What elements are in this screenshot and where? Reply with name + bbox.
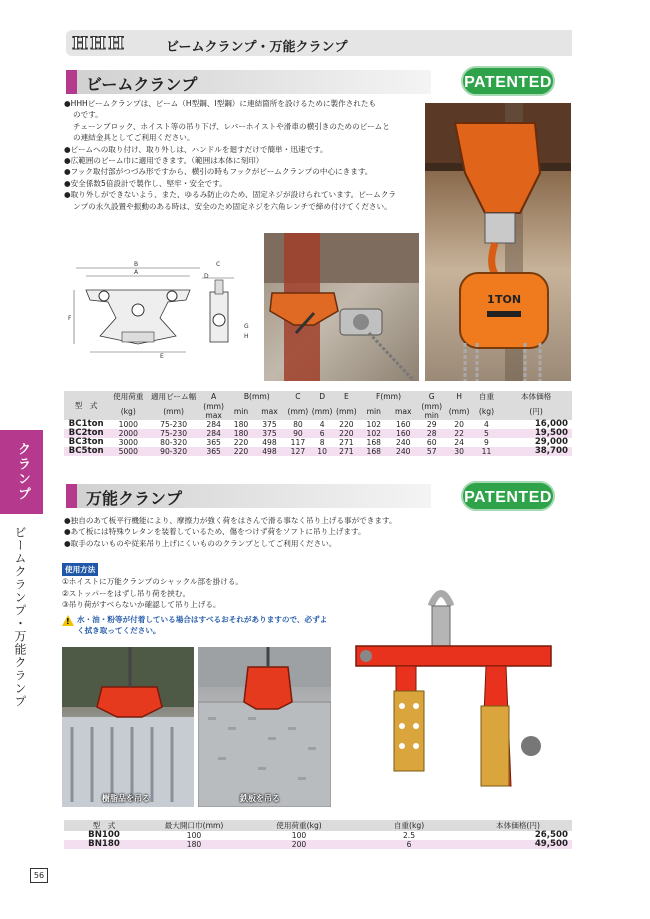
col-a-unit: (mm) max <box>199 402 229 420</box>
cell-e: 220 <box>334 429 359 438</box>
cell-width: 90-320 <box>148 447 199 456</box>
dim-label-c: C <box>216 261 221 268</box>
section-heading-beam-clamp <box>66 70 431 94</box>
cell-load: 1000 <box>118 420 138 429</box>
category-tab[interactable] <box>0 430 43 514</box>
col-f-max: max <box>389 402 419 420</box>
col-price: 本体価格(円) <box>464 820 572 831</box>
cell-weight: 6 <box>354 840 464 849</box>
patented-badge: PATENTED <box>461 66 555 96</box>
feature-line: の連結金具としてご利用ください。 <box>73 133 195 143</box>
dim-label-e: E <box>160 353 164 360</box>
feature-line: ●独自のあて板平行機能により、摩擦力が強く荷をはさんで滑る事なく吊り上げる事ができます。 <box>64 516 397 525</box>
photo-caption: 鉄板を吊る <box>240 794 280 803</box>
dim-label-h: H <box>244 333 249 340</box>
cell-price: 38,700 <box>500 447 572 456</box>
cell-width: 80-320 <box>160 438 188 447</box>
cell-h: 22 <box>445 429 472 438</box>
cell-bmin: 220 <box>228 447 253 456</box>
chain-hoist-photo <box>425 103 571 381</box>
cell-c: 90 <box>285 429 310 438</box>
cell-bmax: 375 <box>262 420 277 429</box>
col-weight-unit: (kg) <box>473 402 500 420</box>
feature-line: ●取手のないものや従来吊り上げにくいもののクランプとしてご利用ください。 <box>64 538 337 548</box>
feature-line: のです。 <box>73 110 103 120</box>
cell-bmin: 220 <box>233 438 249 447</box>
feature-line: ンプの永久設置や振動のある時は、安全のため固定ネジを六角レンチで締め付けてください。 <box>73 201 392 211</box>
cell-model: BN100 <box>88 830 120 840</box>
cell-fmin: 168 <box>359 447 389 456</box>
cell-a: 284 <box>206 420 221 429</box>
feature-line: ●取り外しができないよう、また、ゆるみ防止のため、固定ネジが設けられています。ビームクラ <box>64 190 396 200</box>
col-g: G <box>418 391 445 402</box>
cell-d: 10 <box>311 447 334 456</box>
photo-caption: 樹脂品を吊る <box>102 794 150 803</box>
cell-a: 365 <box>199 447 229 456</box>
dim-label-b: B <box>134 261 139 268</box>
col-h-unit: (mm) <box>445 402 472 420</box>
cell-load: 5000 <box>108 447 148 456</box>
table-row <box>64 420 572 429</box>
section-heading-universal-clamp <box>66 484 431 508</box>
cell-model: BC2ton <box>64 429 108 438</box>
cell-c: 117 <box>290 438 306 447</box>
feature-line: ●フック取付部がつづみ形ですから、横引の時もフックがビームクランプの中心にきます。 <box>64 167 373 177</box>
cell-g: 57 <box>418 447 445 456</box>
cell-e: 271 <box>339 438 354 447</box>
col-weight: 自重 <box>473 391 500 402</box>
col-e: E <box>334 391 359 402</box>
col-opening: 最大開口巾(mm) <box>144 820 244 831</box>
cell-fmax: 160 <box>396 420 411 429</box>
universal-clamp-spec-table <box>64 820 572 849</box>
col-a: A <box>199 391 229 402</box>
col-h: H <box>445 391 472 402</box>
cell-d: 8 <box>319 438 325 447</box>
cell-bmax: 375 <box>254 429 286 438</box>
section-accent <box>66 70 77 94</box>
cell-load: 3000 <box>118 438 138 447</box>
cell-weight: 5 <box>473 429 500 438</box>
col-width: 適用ビーム幅 <box>148 391 199 402</box>
col-d: D <box>311 391 334 402</box>
col-f: F(mm) <box>359 391 418 402</box>
cell-load: 100 <box>291 831 307 840</box>
cell-fmax: 160 <box>389 429 419 438</box>
col-f-min: min <box>359 402 389 420</box>
col-price: 本体価格 <box>500 391 572 402</box>
page-header <box>66 30 572 56</box>
cell-d: 6 <box>311 429 334 438</box>
feature-line: ●広範囲のビーム巾に適用できます。（範囲は本体に刻印） <box>64 156 264 166</box>
cell-load: 2000 <box>108 429 148 438</box>
page-number: 56 <box>30 868 48 883</box>
cell-model: BN180 <box>64 840 144 849</box>
cell-a: 284 <box>199 429 229 438</box>
col-c-unit: (mm) <box>285 402 310 420</box>
cell-price: 19,500 <box>500 429 572 438</box>
category-tab-label: クランプ <box>15 442 30 502</box>
cell-bmax: 498 <box>254 447 286 456</box>
cell-bmin: 180 <box>228 429 253 438</box>
section-accent <box>66 484 77 508</box>
beam-clamp-features <box>64 98 396 212</box>
cell-bmin: 180 <box>233 420 249 429</box>
col-price-unit: (円) <box>500 402 572 420</box>
cell-weight: 2.5 <box>402 831 416 840</box>
feature-line: ●あて板には特殊ウレタンを装着しているため、傷をつけず荷をソフトに吊り上げます。 <box>64 527 366 537</box>
dim-label-g: G <box>244 323 249 330</box>
brand-logo: HHH <box>72 34 127 54</box>
category-vertical-title: ビームクランプ・万能クランプ <box>13 526 27 708</box>
lifting-steel-plate-photo <box>198 647 331 807</box>
dim-label-a: A <box>134 269 139 276</box>
cell-h: 30 <box>445 447 472 456</box>
dim-label-d: D <box>204 273 209 280</box>
cell-e: 271 <box>334 447 359 456</box>
cell-g: 29 <box>426 420 437 429</box>
cell-g: 28 <box>418 429 445 438</box>
cell-opening: 100 <box>186 831 202 840</box>
cell-fmin: 168 <box>366 438 381 447</box>
cell-c: 127 <box>285 447 310 456</box>
cell-weight: 11 <box>473 447 500 456</box>
universal-clamp-product-photo <box>336 556 572 806</box>
cell-price: 26,500 <box>534 830 568 840</box>
feature-line: ●安全係数5倍設計で製作し、堅牢・安全です。 <box>64 178 227 188</box>
beam-clamp-installed-photo <box>264 233 419 381</box>
table-row <box>64 438 572 447</box>
cell-fmax: 240 <box>396 438 411 447</box>
cell-fmax: 240 <box>389 447 419 456</box>
section-title: ビームクランプ <box>86 75 198 94</box>
col-b: B(mm) <box>228 391 285 402</box>
warning-text: 水・油・粉等が付着している場合はすべるおそれがありますので、必ずよく拭き取ってください。 <box>77 615 328 635</box>
usage-step: ③吊り荷がすべらないか確認して吊り上げる。 <box>62 600 221 609</box>
table-row <box>64 447 572 456</box>
cell-e: 220 <box>339 420 354 429</box>
usage-label: 使用方法 <box>62 563 98 576</box>
col-load: 使用荷重 <box>108 391 148 402</box>
usage-step: ①ホイストに万能クランプのシャックル部を掛ける。 <box>62 577 244 586</box>
cell-c: 80 <box>293 420 303 429</box>
cell-price: 29,000 <box>534 437 568 447</box>
page-title: ビームクランプ・万能クランプ <box>166 40 348 55</box>
table-row <box>64 429 572 438</box>
cell-h: 24 <box>454 438 464 447</box>
col-c: C <box>285 391 310 402</box>
usage-steps <box>62 576 243 611</box>
svg-text:1: 1 <box>487 293 495 306</box>
beam-clamp-spec-table <box>64 391 572 456</box>
cell-load: 200 <box>244 840 354 849</box>
col-d-unit: (mm) <box>311 402 334 420</box>
col-model: 型 式 <box>64 820 144 831</box>
col-width-unit: (mm) <box>148 402 199 420</box>
col-load-unit: (kg) <box>108 402 148 420</box>
cell-a: 365 <box>206 438 221 447</box>
col-e-unit: (mm) <box>334 402 359 420</box>
col-weight: 自重(kg) <box>354 820 464 831</box>
cell-fmin: 102 <box>366 420 381 429</box>
table-row <box>64 831 572 840</box>
warning-note: ! 水・油・粉等が付着している場合はすべるおそれがありますので、必ずよく拭き取ってください。 <box>62 615 332 636</box>
cell-bmax: 498 <box>262 438 277 447</box>
col-load: 使用荷重(kg) <box>244 820 354 831</box>
col-b-max: max <box>254 402 286 420</box>
cell-width: 75-230 <box>160 420 188 429</box>
cell-width: 75-230 <box>148 429 199 438</box>
col-g-unit: (mm) min <box>418 402 445 420</box>
feature-line: ●ビームへの取り付け、取り外しは、ハンドルを廻すだけで簡単・迅速です。 <box>64 144 328 154</box>
cell-model: BC5ton <box>64 447 108 456</box>
cell-price: 49,500 <box>464 840 572 849</box>
svg-text:TON: TON <box>495 293 522 306</box>
feature-line: チェーンブロック、ホイスト等の吊り下げ、レバーホイストや滑車の横引きのためのビームと <box>73 121 390 131</box>
cell-fmin: 102 <box>359 429 389 438</box>
cell-weight: 4 <box>484 420 489 429</box>
cell-opening: 180 <box>144 840 244 849</box>
cell-d: 4 <box>319 420 325 429</box>
patented-badge: PATENTED <box>461 481 555 511</box>
cell-model: BC3ton <box>68 437 104 447</box>
usage-step: ②ストッパーをはずし吊り荷を挟む。 <box>62 588 191 598</box>
cell-g: 60 <box>426 438 437 447</box>
lifting-resin-product-photo <box>62 647 194 807</box>
dim-label-f: F <box>68 315 72 322</box>
section-title: 万能クランプ <box>86 489 183 508</box>
col-b-min: min <box>228 402 253 420</box>
beam-clamp-dimension-diagram <box>64 240 260 382</box>
cell-price: 16,000 <box>534 419 568 429</box>
universal-clamp-features <box>64 515 397 549</box>
cell-h: 20 <box>454 420 464 429</box>
cell-model: BC1ton <box>68 419 104 429</box>
cell-weight: 9 <box>484 438 489 447</box>
feature-line: ●HHHビームクランプは、ビーム（H型鋼、I型鋼）に連結箇所を設けるために製作されたも <box>64 99 377 108</box>
table-row <box>64 840 572 849</box>
col-model: 型 式 <box>64 391 108 420</box>
